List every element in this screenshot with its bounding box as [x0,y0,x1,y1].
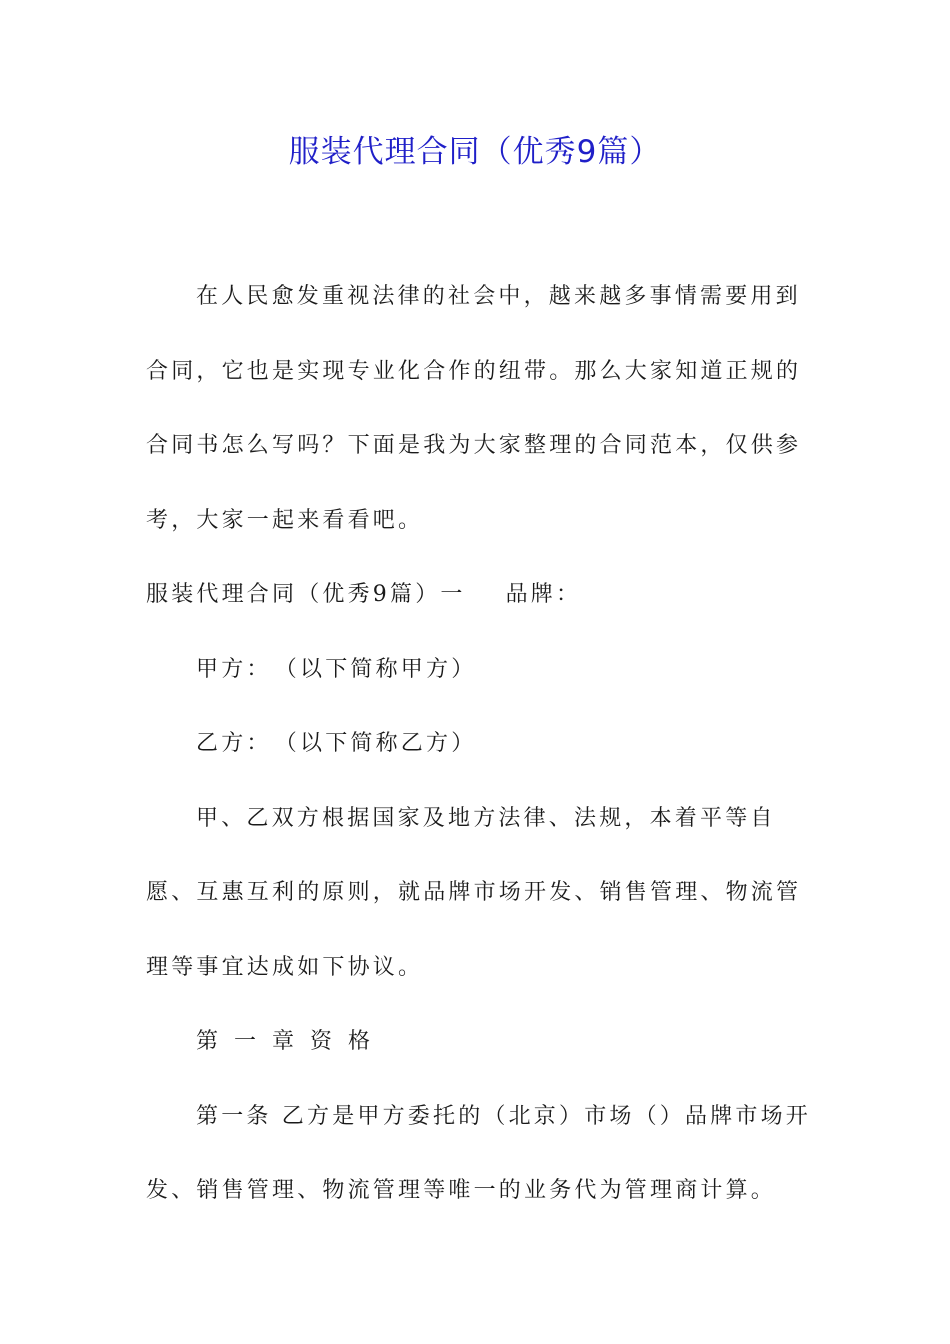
party-a-line: 甲方： （以下简称甲方） [196,656,477,682]
article-1-paragraph: 第一条 乙方是甲方委托的（北京）市场（）品牌市场开发、销售管理、物流管理等唯一的业务代为管理商计算。 [146,1103,811,1203]
agreement-paragraph: 甲、乙双方根据国家及地方法律、法规，本着平等自愿、互惠互利的原则，就品牌市场开发、销售管理、物流管理等事宜达成如下协议。 [146,805,802,980]
chapter-title: 第一章资格 [196,1029,387,1054]
party-b-line: 乙方： （以下简称乙方） [196,731,477,756]
document-body [146,260,816,1229]
section-heading-line [146,558,816,633]
document-title: 服装代理合同（优秀9篇） [288,134,662,170]
brand-label: 品牌： [505,582,582,607]
section-heading: 服装代理合同（优秀9篇）一 [146,582,466,607]
intro-paragraph: 在人民愈发重视法律的社会中，越来越多事情需要用到合同，它也是实现专业化合作的纽带。那么大家知道正规的合同书怎么写吗？下面是我为大家整理的合同范本，仅供参考，大家一起来看看吧。 [146,284,802,533]
